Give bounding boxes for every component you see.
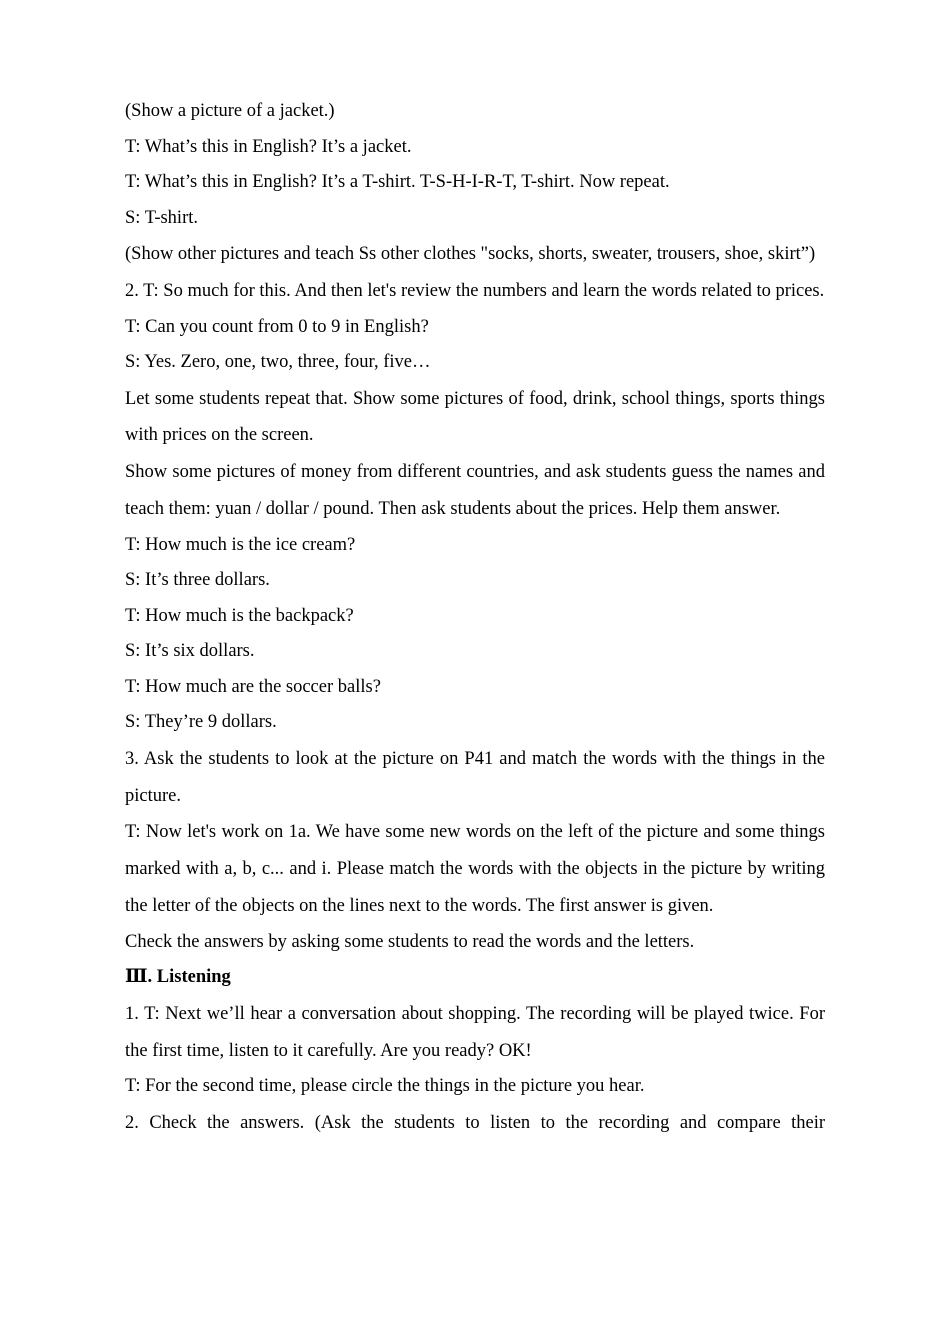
paragraph: S: It’s three dollars. xyxy=(125,570,270,591)
paragraph: T: How much is the ice cream? xyxy=(125,534,356,555)
paragraph: T: What’s this in English? It’s a jacket. xyxy=(125,136,412,157)
paragraph: (Show a picture of a jacket.) xyxy=(125,101,335,121)
paragraph: 3. Ask the students to look at the picture on P41 and match the words with the things in the picture. xyxy=(125,748,825,806)
paragraph: T: How much are the soccer balls? xyxy=(125,676,381,697)
paragraph: 2. T: So much for this. And then let's review the numbers and learn the words related to prices. xyxy=(125,280,825,301)
paragraph: Let some students repeat that. Show some pictures of food, drink, school things, sports things with prices on the screen. xyxy=(125,388,825,446)
paragraph: T: How much is the backpack? xyxy=(125,605,354,626)
paragraph: Show some pictures of money from different countries, and ask students guess the names and teach them: yuan / dollar / pound. Then ask students about the prices. Help them answer. xyxy=(125,462,825,519)
document-page xyxy=(125,94,825,1142)
paragraph: Check the answers by asking some students to read the words and the letters. xyxy=(125,931,695,952)
paragraph: S: They’re 9 dollars. xyxy=(125,712,277,733)
paragraph: T: Now let's work on 1a. We have some new words on the left of the picture and some things marked with a, b, c... and i. Please match the words with the objects in the picture by writing the letter of the objects on the lines next to the words. The first answer is given. xyxy=(125,822,825,916)
paragraph: S: Yes. Zero, one, two, three, four, five… xyxy=(125,352,431,373)
paragraph: T: For the second time, please circle the things in the picture you hear. xyxy=(125,1076,645,1097)
paragraph: S: It’s six dollars. xyxy=(125,641,255,662)
paragraph: T: What’s this in English? It’s a T-shirt. T-S-H-I-R-T, T-shirt. Now repeat. xyxy=(125,172,670,192)
section-heading: Ⅲ. Listening xyxy=(125,967,231,988)
paragraph: 2. Check the answers. (Ask the students to listen to the recording and compare their xyxy=(125,1112,825,1133)
paragraph: S: T-shirt. xyxy=(125,207,198,228)
paragraph: (Show other pictures and teach Ss other clothes "socks, shorts, sweater, trousers, shoe, skirt”) xyxy=(125,244,816,264)
paragraph: 1. T: Next we’ll hear a conversation about shopping. The recording will be played twice. For the first time, listen to it carefully. Are you ready? OK! xyxy=(125,1003,825,1061)
paragraph: T: Can you count from 0 to 9 in English? xyxy=(125,316,429,337)
